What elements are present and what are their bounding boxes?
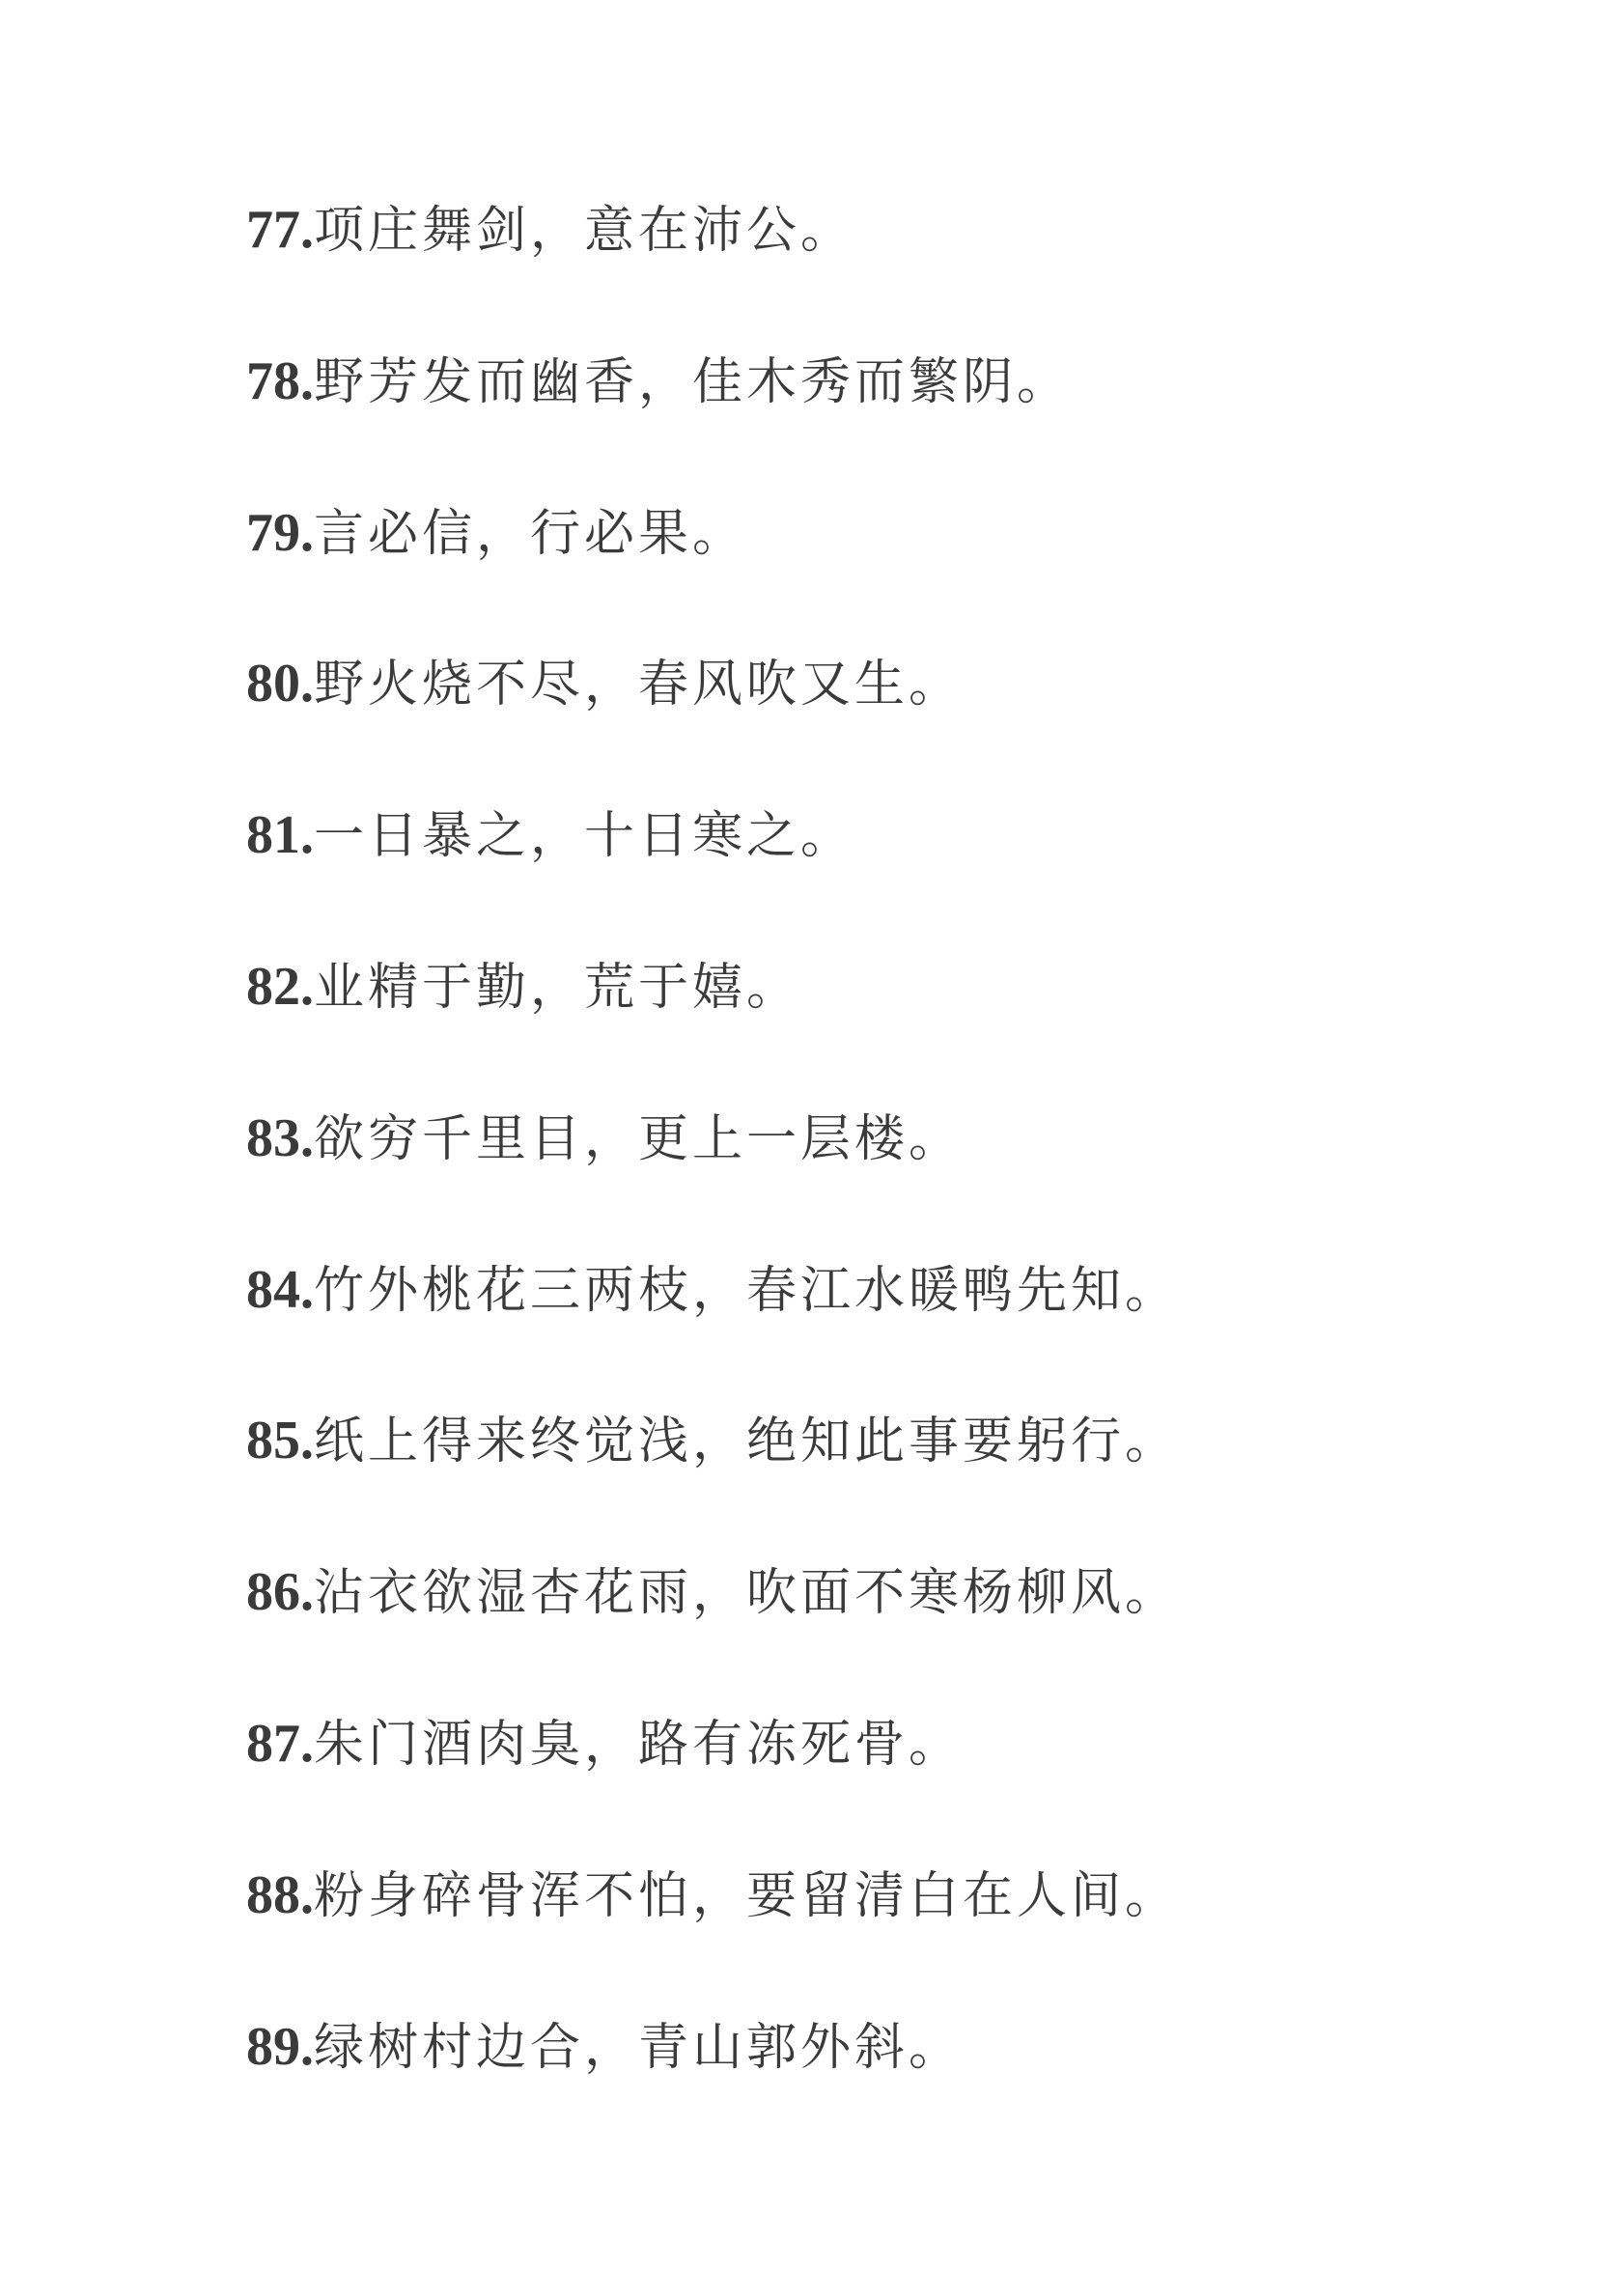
item-text: 绿树村边合，青山郭外斜。 bbox=[314, 2018, 964, 2077]
list-item bbox=[246, 350, 1179, 506]
item-number: 84. bbox=[246, 1259, 314, 1320]
item-text: 业精于勤，荒于嬉。 bbox=[314, 958, 801, 1017]
item-number: 86. bbox=[246, 1562, 314, 1623]
item-number: 78. bbox=[246, 350, 314, 411]
list-item bbox=[246, 1259, 1180, 1414]
item-text: 言必信，行必果。 bbox=[314, 504, 747, 563]
list-item bbox=[246, 654, 1179, 808]
item-text: 项庄舞剑，意在沛公。 bbox=[314, 202, 855, 260]
item-number: 85. bbox=[246, 1411, 314, 1471]
item-text: 纸上得来终觉浅，绝知此事要躬行。 bbox=[314, 1413, 1180, 1471]
item-text: 竹外桃花三两枝，春江水暖鸭先知。 bbox=[314, 1261, 1180, 1320]
item-number: 89. bbox=[246, 2016, 314, 2077]
quote-list bbox=[246, 200, 1180, 2170]
list-item bbox=[246, 502, 1179, 658]
list-item bbox=[246, 1864, 1180, 2020]
list-item bbox=[246, 200, 1179, 354]
item-text: 粉身碎骨浑不怕，要留清白在人间。 bbox=[314, 1866, 1180, 1925]
list-item bbox=[246, 2016, 1179, 2171]
item-number: 88. bbox=[246, 1864, 314, 1925]
list-item bbox=[246, 805, 1179, 960]
item-number: 87. bbox=[246, 1713, 314, 1774]
list-item bbox=[246, 1107, 1179, 1263]
item-text: 一日暴之，十日寒之。 bbox=[314, 807, 855, 866]
item-number: 79. bbox=[246, 502, 314, 563]
list-item bbox=[246, 1562, 1180, 1717]
item-text: 欲穷千里目，更上一层楼。 bbox=[314, 1109, 964, 1168]
item-text: 野火烧不尽，春风吹又生。 bbox=[314, 656, 964, 714]
item-text: 沾衣欲湿杏花雨，吹面不寒杨柳风。 bbox=[314, 1564, 1180, 1623]
item-number: 81. bbox=[246, 805, 314, 866]
item-number: 83. bbox=[246, 1107, 314, 1168]
list-item bbox=[246, 956, 1179, 1111]
item-text: 野芳发而幽香，佳木秀而繁阴。 bbox=[314, 352, 1072, 411]
item-text: 朱门酒肉臭，路有冻死骨。 bbox=[314, 1715, 964, 1774]
item-number: 82. bbox=[246, 956, 314, 1017]
item-number: 80. bbox=[246, 654, 314, 714]
list-item bbox=[246, 1411, 1180, 1565]
list-item bbox=[246, 1713, 1179, 1868]
item-number: 77. bbox=[246, 200, 314, 260]
